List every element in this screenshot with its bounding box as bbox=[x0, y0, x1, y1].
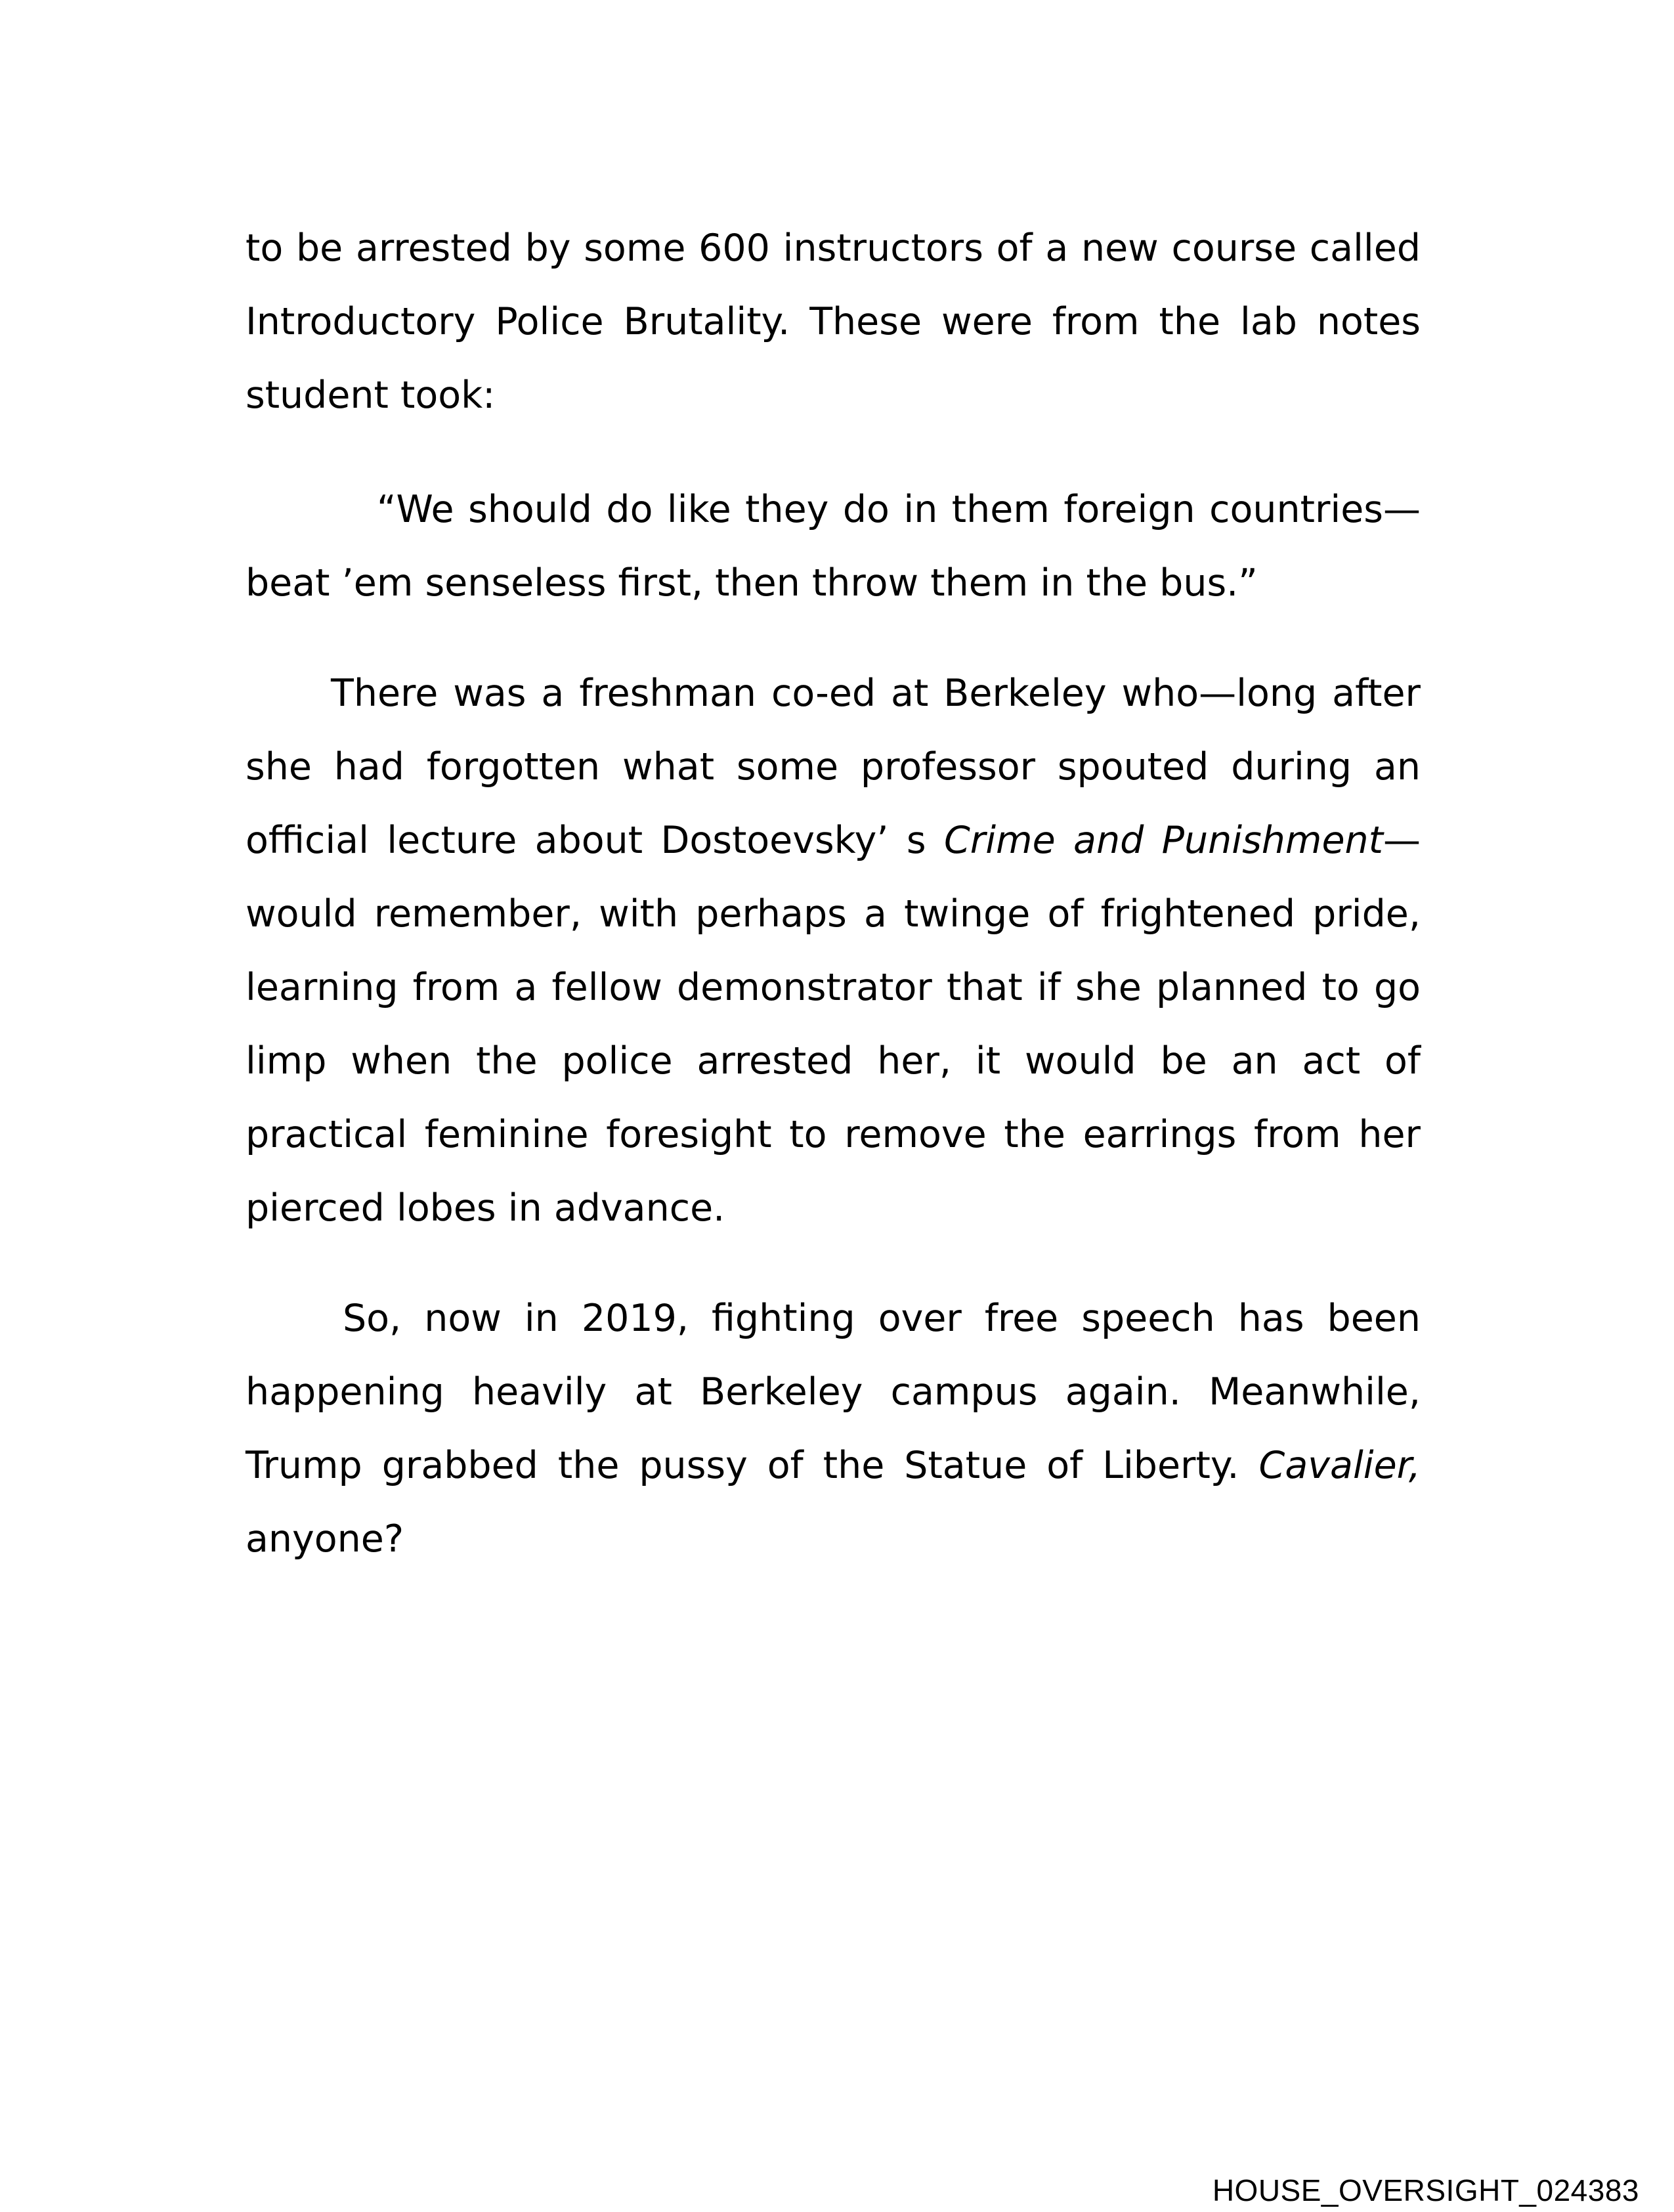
document-body bbox=[246, 211, 1421, 1576]
italic-word: Cavalier, bbox=[1258, 1444, 1421, 1487]
book-title: Crime and Punishment bbox=[943, 819, 1383, 862]
paragraph-1: to be arrested by some 600 instructors of a new course called Introductory Police Brutality. These were from the lab notes student took: bbox=[246, 227, 1421, 417]
paragraph-3 bbox=[246, 657, 1421, 1245]
block-quote: “We should do like they do in them foreign countries—beat ’em senseless first, then throw them in the bus.” bbox=[246, 488, 1421, 605]
paragraph-4 bbox=[246, 1282, 1421, 1576]
paragraph-4-text-before: So, now in 2019, fighting over free speech has been happening heavily at Berkeley campus again. Meanwhile, Trump grabbed the pussy of the Statue of Liberty. bbox=[246, 1297, 1421, 1487]
paragraph-3-text-after: —would remember, with perhaps a twinge of frightened pride, learning from a fellow demonstrator that if she planned to go limp when the police arrested her, it would be an act of practical feminine foresight to remove the earrings from her pierced lobes in advance. bbox=[246, 819, 1421, 1230]
paragraph-3-text-before: There was a freshman co-ed at Berkeley who—long after she had forgotten what some professor spouted during an official lecture about Dostoevsky’ s bbox=[246, 672, 1421, 862]
paragraph-4-text-after: anyone? bbox=[246, 1517, 404, 1561]
bates-stamp: HOUSE_OVERSIGHT_024383 bbox=[1212, 2173, 1639, 2207]
